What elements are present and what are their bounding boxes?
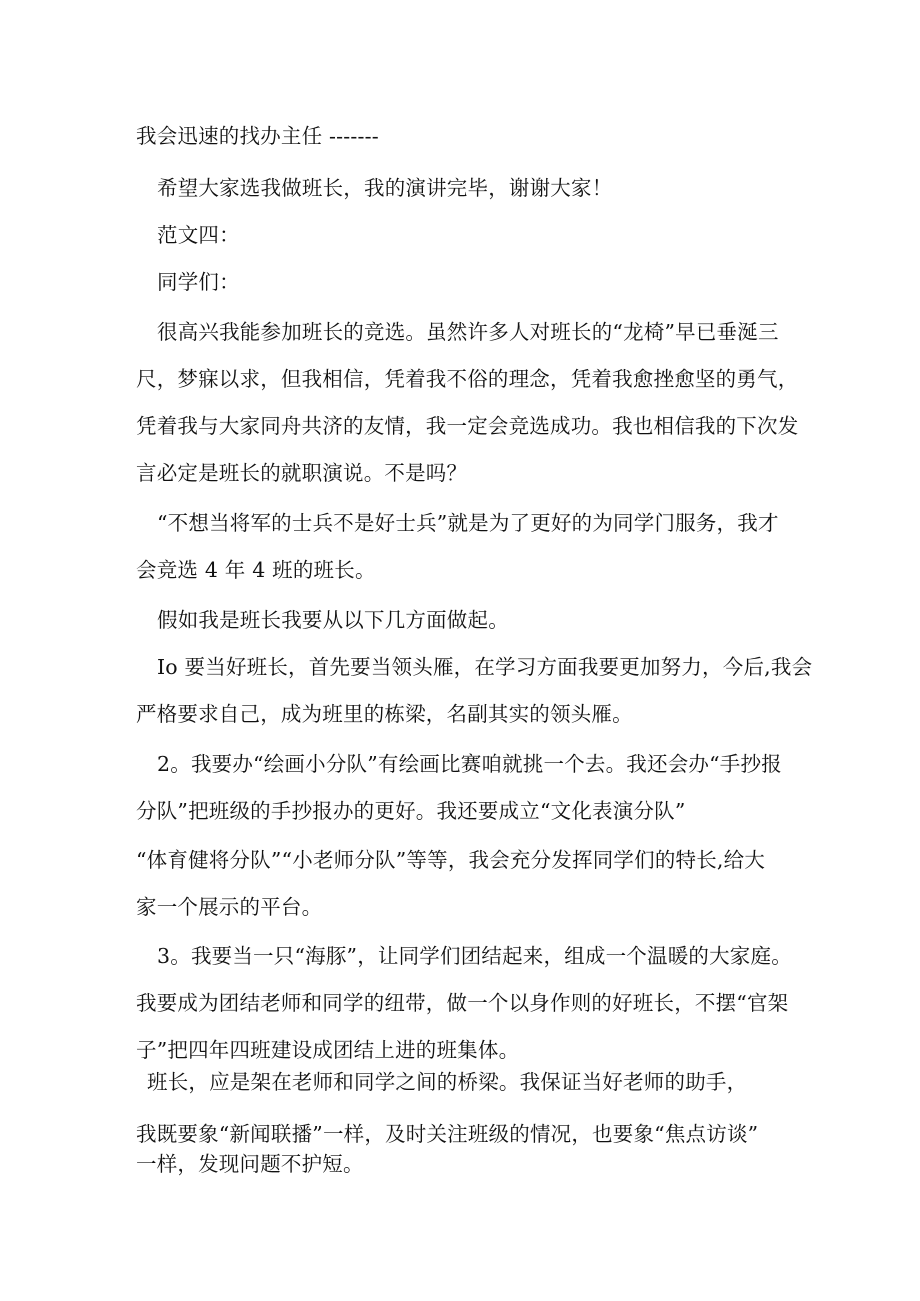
text-line-13: 严格要求自己，成为班里的栋梁，名副其实的领头雁。 xyxy=(136,702,633,726)
text-line-3: 范文四： xyxy=(157,223,240,247)
text-line-17: 家一个展示的平台。 xyxy=(136,895,323,919)
text-line-16: “体育健将分队”“小老师分队”等等，我会充分发挥同学们的特长,给大 xyxy=(136,848,766,872)
text-line-18: 3。我要当一只“海豚”，让同学们团结起来，组成一个温暖的大家庭。 xyxy=(157,944,792,968)
text-line-6: 尺，梦寐以求，但我相信，凭着我不俗的理念，凭着我愈挫愈坚的勇气， xyxy=(136,367,799,391)
text-line-4: 同学们： xyxy=(157,270,240,294)
text-line-9: “不想当将军的士兵不是好士兵”就是为了更好的为同学门服务，我才 xyxy=(157,511,779,535)
text-line-15: 分队”把班级的手抄报办的更好。我还要成立“文化表演分队” xyxy=(136,799,686,823)
text-line-5: 很高兴我能参加班长的竞选。虽然许多人对班长的“龙椅”早已垂涎三 xyxy=(157,320,779,344)
text-line-23: 一样，发现问题不护短。 xyxy=(136,1152,364,1176)
text-line-2: 希望大家选我做班长，我的演讲完毕，谢谢大家！ xyxy=(157,176,613,200)
text-line-1: 我会迅速的找办主任 ------- xyxy=(136,124,379,148)
text-line-7: 凭着我与大家同舟共济的友情，我一定会竞选成功。我也相信我的下次发 xyxy=(136,414,799,438)
text-line-8: 言必定是班长的就职演说。不是吗？ xyxy=(136,461,468,485)
text-line-14: 2。我要办“绘画小分队”有绘画比赛咱就挑一个去。我还会办“手抄报 xyxy=(157,752,782,776)
text-line-12: Io 要当好班长，首先要当领头雁，在学习方面我要更加努力，今后,我会 xyxy=(157,655,813,679)
text-line-21: 班长，应是架在老师和同学之间的桥梁。我保证当好老师的助手， xyxy=(147,1070,748,1094)
text-line-19: 我要成为团结老师和同学的纽带，做一个以身作则的好班长，不摆“官架 xyxy=(136,991,789,1015)
text-line-20: 子”把四年四班建设成团结上进的班集体。 xyxy=(136,1038,520,1062)
text-line-11: 假如我是班长我要从以下几方面做起。 xyxy=(157,608,509,632)
text-line-22: 我既要象“新闻联播”一样，及时关注班级的情况，也要象“焦点访谈” xyxy=(136,1122,759,1146)
text-line-10: 会竞选 4 年 4 班的班长。 xyxy=(136,558,376,582)
